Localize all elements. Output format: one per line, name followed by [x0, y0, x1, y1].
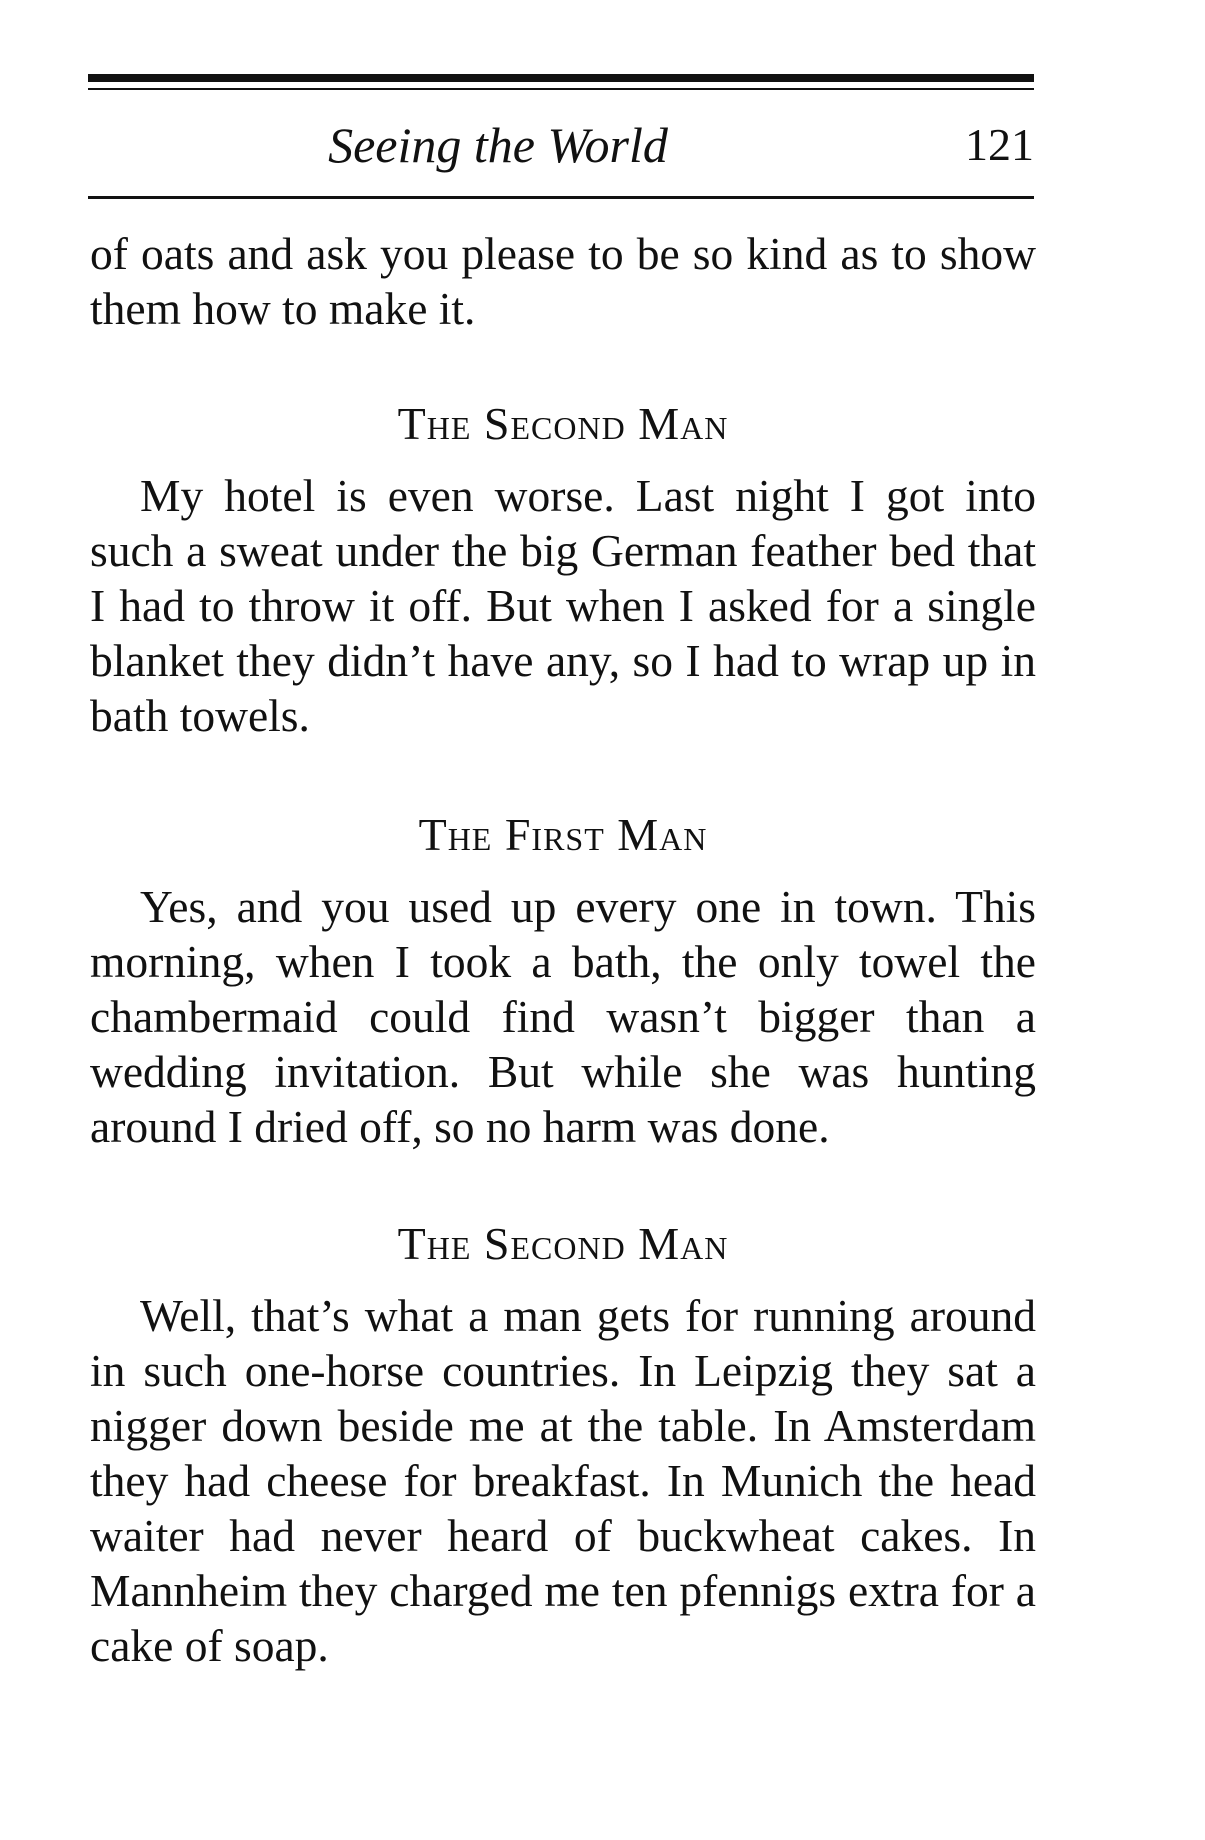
header-rule-thin — [88, 88, 1034, 90]
continuation-paragraph: of oats and ask you please to be so kind as to show them how to make it. — [90, 228, 1036, 334]
running-title: Seeing the World — [328, 117, 668, 173]
speaker-heading: The First Man — [418, 809, 708, 860]
speech-paragraph: My hotel is even worse. Last night I got into such a sweat under the big German feather bed that I had to throw it off. But when I asked for a single blanket they didn’t have any, so I had to wrap up in bath towels. — [90, 470, 1036, 741]
speaker-heading: The Second Man — [397, 1218, 729, 1269]
body-text — [90, 226, 1036, 1673]
running-head — [88, 110, 1034, 180]
speech-paragraph: Well, that’s what a man gets for running around in such one-horse countries. In Leipzig they sat a nigger down beside me at the table. In Amsterdam they had cheese for breakfast. In Munich the head waiter had never heard of buckwheat cakes. In Mannheim they charged me ten pfennigs extra for a cake of soap. — [90, 1290, 1036, 1671]
speaker-heading: The Second Man — [397, 398, 729, 449]
page-number: 121 — [965, 119, 1034, 170]
speech-paragraph: Yes, and you used up every one in town. This morning, when I took a bath, the only towel the chambermaid could find wasn’t bigger than a wedding invitation. But while she was hunting around I dried off, so no harm was done. — [90, 881, 1036, 1152]
header-rule-thick — [88, 74, 1034, 82]
header-rule-bottom — [88, 196, 1034, 199]
